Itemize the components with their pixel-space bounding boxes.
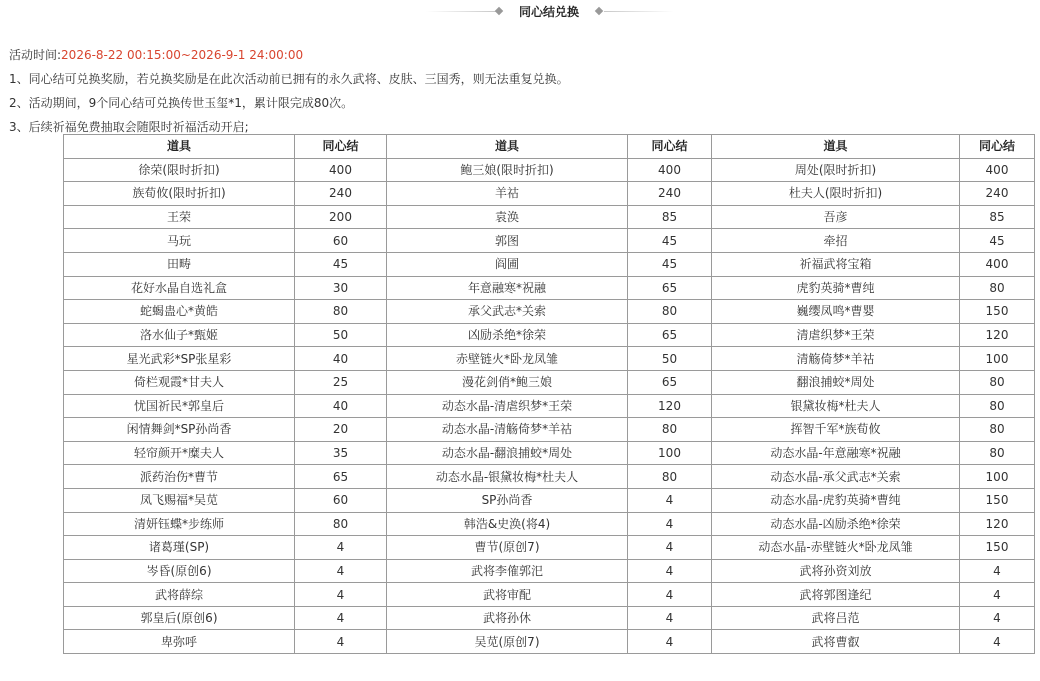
item-cell: 武将郭图逢纪 [712,583,960,607]
cost-cell: 200 [295,205,387,229]
table-row [64,559,1035,583]
item-cell: 赤壁链火*卧龙凤雏 [387,347,628,371]
item-cell: 挥智千军*族荀攸 [712,418,960,442]
item-cell: 动态水晶-承父武志*关索 [712,465,960,489]
cost-cell: 65 [628,370,712,394]
header-cost: 同心结 [960,135,1035,159]
item-cell: 动态水晶-银黛妆梅*杜夫人 [387,465,628,489]
item-cell: 星光武彩*SP张星彩 [64,347,295,371]
item-cell: 清妍钰蝶*步练师 [64,512,295,536]
cost-cell: 100 [960,465,1035,489]
cost-cell: 4 [628,488,712,512]
cost-cell: 45 [295,252,387,276]
item-cell: 阎圃 [387,252,628,276]
table-header-row [64,135,1035,159]
item-cell: 族荀攸(限时折扣) [64,182,295,206]
cost-cell: 150 [960,536,1035,560]
cost-cell: 80 [628,465,712,489]
item-cell: 牵招 [712,229,960,253]
item-cell: 武将孙休 [387,606,628,630]
item-cell: 武将孙资刘放 [712,559,960,583]
cost-cell: 65 [628,323,712,347]
cost-cell: 240 [960,182,1035,206]
item-cell: 田畴 [64,252,295,276]
diamond-right-icon [595,7,603,15]
item-cell: 韩浩&史涣(将4) [387,512,628,536]
item-cell: 祈福武将宝箱 [712,252,960,276]
item-cell: 动态水晶-年意融寒*祝融 [712,441,960,465]
cost-cell: 150 [960,300,1035,324]
table-row [64,465,1035,489]
item-cell: 岑昏(原创6) [64,559,295,583]
cost-cell: 80 [628,418,712,442]
cost-cell: 85 [960,205,1035,229]
cost-cell: 400 [295,158,387,182]
table-row [64,536,1035,560]
item-cell: 马玩 [64,229,295,253]
table-row [64,512,1035,536]
table-row [64,606,1035,630]
cost-cell: 120 [628,394,712,418]
table-row [64,630,1035,654]
table-row [64,252,1035,276]
cost-cell: 25 [295,370,387,394]
cost-cell: 85 [628,205,712,229]
item-cell: 动态水晶-凶励杀绝*徐荣 [712,512,960,536]
cost-cell: 240 [295,182,387,206]
item-cell: 鲍三娘(限时折扣) [387,158,628,182]
cost-cell: 4 [628,583,712,607]
cost-cell: 4 [295,536,387,560]
item-cell: 翻浪捕蛟*周处 [712,370,960,394]
title-bar [0,0,1040,24]
table-row [64,418,1035,442]
table-row [64,394,1035,418]
cost-cell: 50 [628,347,712,371]
item-cell: 动态水晶-翻浪捕蛟*周处 [387,441,628,465]
cost-cell: 4 [960,583,1035,607]
item-cell: 动态水晶-虎豹英骑*曹纯 [712,488,960,512]
cost-cell: 4 [628,536,712,560]
item-cell: 蛇蝎蛊心*黄皓 [64,300,295,324]
activity-time [9,43,1029,67]
table-row [64,441,1035,465]
item-cell: 清虐织梦*王荣 [712,323,960,347]
cost-cell: 80 [960,394,1035,418]
cost-cell: 60 [295,488,387,512]
page-title: 同心结兑换 [518,5,579,19]
item-cell: 银黛妆梅*杜夫人 [712,394,960,418]
cost-cell: 30 [295,276,387,300]
cost-cell: 400 [960,252,1035,276]
item-cell: 动态水晶-清觞倚梦*羊祜 [387,418,628,442]
item-cell: 派药治伤*曹节 [64,465,295,489]
item-cell: 武将审配 [387,583,628,607]
item-cell: 武将曹叡 [712,630,960,654]
table-row [64,158,1035,182]
cost-cell: 4 [960,559,1035,583]
item-cell: 吴苋(原创7) [387,630,628,654]
item-cell: SP孙尚香 [387,488,628,512]
item-cell: 洛水仙子*甄姬 [64,323,295,347]
table-row [64,583,1035,607]
cost-cell: 45 [628,252,712,276]
activity-info [9,43,1029,139]
item-cell: 巍缨凤鸣*曹婴 [712,300,960,324]
cost-cell: 65 [295,465,387,489]
cost-cell: 80 [295,512,387,536]
item-cell: 虎豹英骑*曹纯 [712,276,960,300]
cost-cell: 4 [295,606,387,630]
item-cell: 曹节(原创7) [387,536,628,560]
item-cell: 郭图 [387,229,628,253]
title-divider-right [604,11,674,12]
cost-cell: 240 [628,182,712,206]
header-item: 道具 [712,135,960,159]
cost-cell: 65 [628,276,712,300]
header-cost: 同心结 [295,135,387,159]
rule-2: 2、活动期间，9个同心结可兑换传世玉玺*1，累计限完成80次。 [9,96,354,110]
cost-cell: 100 [960,347,1035,371]
item-cell: 闲情舞剑*SP孙尚香 [64,418,295,442]
cost-cell: 40 [295,347,387,371]
table-row [64,347,1035,371]
rule-1: 1、同心结可兑换奖励，若兑换奖励是在此次活动前已拥有的永久武将、皮肤、三国秀，则无法重复兑换。 [9,72,569,86]
cost-cell: 45 [960,229,1035,253]
cost-cell: 35 [295,441,387,465]
item-cell: 卑弥呼 [64,630,295,654]
cost-cell: 80 [960,276,1035,300]
table-row [64,205,1035,229]
item-cell: 徐荣(限时折扣) [64,158,295,182]
header-cost: 同心结 [628,135,712,159]
table-row [64,300,1035,324]
item-cell: 动态水晶-赤壁链火*卧龙凤雏 [712,536,960,560]
cost-cell: 40 [295,394,387,418]
header-item: 道具 [64,135,295,159]
table-row [64,323,1035,347]
table-row [64,276,1035,300]
table-row [64,370,1035,394]
item-cell: 轻帘颜开*糜夫人 [64,441,295,465]
header-item: 道具 [387,135,628,159]
item-cell: 承父武志*关索 [387,300,628,324]
table-row [64,229,1035,253]
rule-3: 3、后续祈福免费抽取会随限时祈福活动开启; [9,120,249,134]
activity-time-label: 活动时间: [9,48,62,62]
exchange-table [63,134,1035,654]
cost-cell: 80 [295,300,387,324]
cost-cell: 150 [960,488,1035,512]
item-cell: 武将吕范 [712,606,960,630]
cost-cell: 4 [628,606,712,630]
cost-cell: 120 [960,323,1035,347]
item-cell: 郭皇后(原创6) [64,606,295,630]
item-cell: 花好水晶自选礼盒 [64,276,295,300]
item-cell: 动态水晶-清虐织梦*王荣 [387,394,628,418]
title-divider-left [426,11,496,12]
item-cell: 忧国祈民*郭皇后 [64,394,295,418]
cost-cell: 4 [295,583,387,607]
activity-time-value: 2026-8-22 00:15:00~2026-9-1 24:00:00 [61,48,304,62]
item-cell: 吾彦 [712,205,960,229]
cost-cell: 4 [628,559,712,583]
item-cell: 武将薛综 [64,583,295,607]
cost-cell: 60 [295,229,387,253]
cost-cell: 4 [628,512,712,536]
item-cell: 袁涣 [387,205,628,229]
cost-cell: 50 [295,323,387,347]
table-row [64,488,1035,512]
item-cell: 凶励杀绝*徐荣 [387,323,628,347]
item-cell: 凤飞赐福*吴苋 [64,488,295,512]
item-cell: 羊祜 [387,182,628,206]
item-cell: 倚栏观霞*甘夫人 [64,370,295,394]
item-cell: 年意融寒*祝融 [387,276,628,300]
item-cell: 王荣 [64,205,295,229]
cost-cell: 80 [960,370,1035,394]
cost-cell: 4 [628,630,712,654]
cost-cell: 4 [960,630,1035,654]
item-cell: 周处(限时折扣) [712,158,960,182]
item-cell: 清觞倚梦*羊祜 [712,347,960,371]
cost-cell: 80 [960,441,1035,465]
cost-cell: 400 [960,158,1035,182]
item-cell: 漫花剑俏*鲍三娘 [387,370,628,394]
item-cell: 杜夫人(限时折扣) [712,182,960,206]
cost-cell: 20 [295,418,387,442]
table-row [64,182,1035,206]
cost-cell: 80 [628,300,712,324]
cost-cell: 4 [960,606,1035,630]
item-cell: 诸葛瑾(SP) [64,536,295,560]
cost-cell: 100 [628,441,712,465]
cost-cell: 4 [295,559,387,583]
cost-cell: 4 [295,630,387,654]
cost-cell: 400 [628,158,712,182]
cost-cell: 120 [960,512,1035,536]
cost-cell: 45 [628,229,712,253]
diamond-left-icon [495,7,503,15]
cost-cell: 80 [960,418,1035,442]
item-cell: 武将李傕郭汜 [387,559,628,583]
